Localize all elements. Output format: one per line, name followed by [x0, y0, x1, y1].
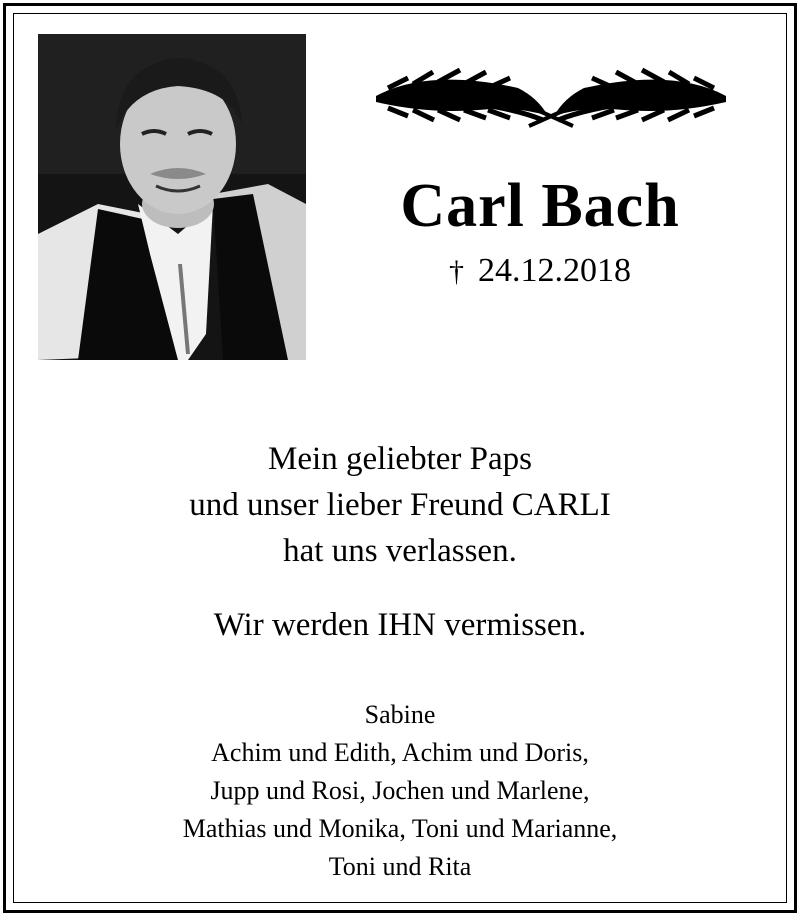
- signers-list: [0, 696, 800, 886]
- closing-line: Wir werden IHN vermissen.: [213, 607, 587, 643]
- signer-line: Mathias und Monika, Toni und Marianne,: [182, 814, 618, 843]
- signer-line: Jupp und Rosi, Jochen und Marlene,: [210, 776, 590, 805]
- message-line: Mein geliebter Paps: [268, 441, 532, 477]
- message-line: hat uns verlassen.: [283, 533, 517, 569]
- portrait-photo-icon: [38, 34, 306, 360]
- death-date-line: [330, 246, 750, 297]
- message-line: und unser lieber Freund CARLI: [189, 487, 611, 523]
- signer-line: Sabine: [364, 700, 436, 729]
- palm-branch-icon: [368, 58, 734, 128]
- death-date: 24.12.2018: [478, 252, 631, 289]
- signer-line: Achim und Edith, Achim und Doris,: [211, 738, 589, 767]
- dagger-icon: †: [449, 255, 464, 288]
- signer-line: Toni und Rita: [328, 852, 472, 881]
- memorial-message: [0, 436, 800, 574]
- deceased-name: Carl Bach: [400, 172, 680, 240]
